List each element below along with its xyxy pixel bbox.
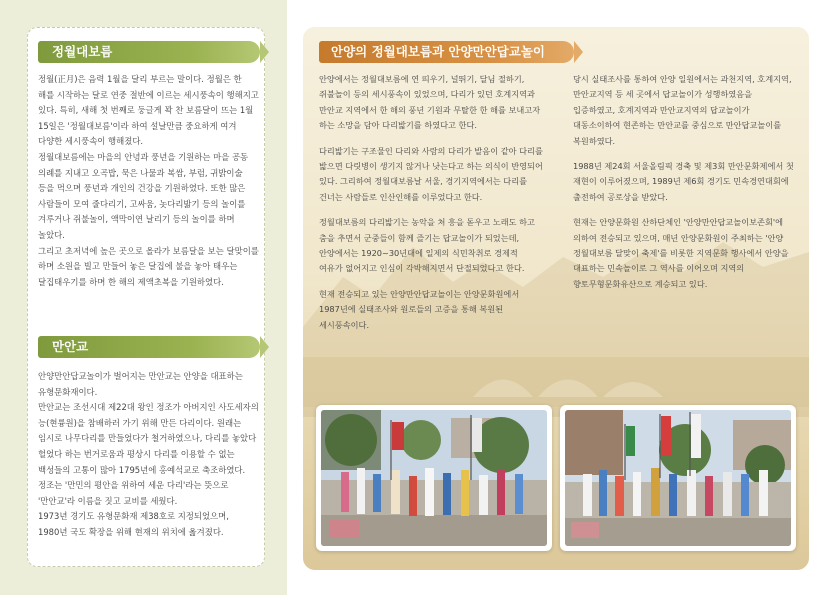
festival-photo-right (560, 405, 796, 551)
parade-photo-illustration (565, 410, 791, 546)
jeongwol-daeboreum-text (38, 72, 260, 290)
text-column-1 (319, 72, 543, 343)
paragraph: 정월대보름에는 마을의 안녕과 풍년을 기원하는 마을 공동 의례를 지내고 오곡밥, 묵은 나물과 복쌈, 부럼, 귀밝이술 등을 먹으며 풍년과 개인의 건강을 기원하였다. 또한 많은 사람들이 모여 줄다리기, 고싸움, 놋다리밟기 등의 놀이를 겨루거나 쥐불놀이, 액막이연 날리기 등의 놀이를 하며 놀았다. (38, 151, 249, 240)
paragraph: 현재 전승되고 있는 안양만안답교놀이는 안양문화원에서 1987년에 실태조사와 원로들의 고증을 통해 복원된 세시풍속이다. (319, 288, 520, 330)
parade-photo-illustration (321, 410, 547, 546)
paragraph: 1988년 제24회 서울올림픽 경축 및 제3회 만안문화제에서 첫 재현이 이루어졌으며, 1989년 제6회 경기도 민속경연대회에 출전하여 공로상을 받았다. (573, 161, 794, 202)
text-column-2 (573, 72, 795, 302)
paragraph: 만안교는 조선시대 제22대 왕인 정조가 아버지인 사도세자의 능(현륭원)을 참배하러 가기 위해 만든 다리이다. 원래는 임시로 나무다리를 만들었다가 철거하였으나, 다리를 놓았다 헐었다 하는 번거로움과 평상시 다리를 이용할 수 없는 백성들의 고통이 많아 1795년에 홍예석교로 축조하였다. (38, 402, 259, 475)
main-title-banner: 안양의 정월대보름과 안양만안답교놀이 (319, 41, 574, 63)
paragraph: 그리고 초저녁에 높은 곳으로 올라가 보름달을 보는 달맞이를 하며 소원을 빌고 만들어 놓은 달집에 불을 놓아 태우는 달집태우기를 하며 한 해의 제액초복을 기원하였다. (38, 245, 259, 287)
paragraph: 안양에서는 정월대보름에 연 띄우기, 널뛰기, 달님 절하기, 쥐불놀이 등의 세시풍속이 있었으며, 다리가 있던 호계지역과 만안교 지역에서 한 해의 풍년 기원과 무탈한 한 해를 보내고자 하는 소망을 담아 다리밟기를 하였다고 한다. (319, 74, 541, 131)
paragraph: 정월대보름의 다리밟기는 농악을 쳐 흥을 돋우고 노래도 하고 춤을 추면서 군중들이 함께 즐기는 답교놀이가 되었는데, 안양에서는 1920~30년대에 일제의 식민착취로 경제적 여유가 없어지고 인심이 각박해지면서 단절되었다고 한다. (319, 217, 535, 274)
paragraph: 다리밟기는 구조물인 다리와 사람의 다리가 발음이 같아 다리를 밟으면 다릿병이 생기지 않거나 낫는다고 하는 의식이 반영되어 있다. 그리하여 정월대보름날 서울, 경기지역에서는 다리를 건너는 사람들로 인산인해를 이루었다고 한다. (319, 145, 543, 202)
section-title-manangyo: 만안교 (38, 336, 260, 358)
manangyo-text (38, 369, 260, 541)
paragraph: 정월(正月)은 음력 1월을 달리 부르는 말이다. 정월은 한 해를 시작하는 달로 연중 절반에 이르는 세시풍속이 행해지고 있다. 특히, 새해 첫 번째로 둥글게 꽉 찬 보름달이 뜨는 1월 15일은 '정월대보름'이라 하여 설날만큼 중요하게 여겨 다양한 세시풍속이 행해졌다. (38, 74, 259, 147)
paragraph: 정조는 '만민의 평안을 위하여 세운 다리'라는 뜻으로 '만안교'라 이름을 짓고 교비를 세웠다. (38, 480, 229, 506)
section-title-jeongwol-daeboreum: 정월대보름 (38, 41, 260, 63)
paragraph: 현재는 안양문화원 산하단체인 '안양만안답교놀이보존회'에 의하여 전승되고 있으며, 매년 안양문화원이 주최하는 '안양 정월대보름 달맞이 축제'를 비롯한 지역문화 행사에서 안양을 대표하는 민속놀이로 그 역사를 이어오며 지역의 향토무형문화유산으로 계승되고 있다. (573, 217, 789, 289)
right-content-panel (303, 27, 809, 570)
paragraph: 당시 실태조사를 통하여 안양 일원에서는 과천지역, 호계지역, 만안교지역 등 세 곳에서 답교놀이가 성행하였음을 입증하였고, 호계지역과 만안교지역의 답교놀이가 대동소이하여 현존하는 만안교를 중심으로 만안답교놀이를 복원하였다. (573, 74, 792, 146)
paragraph: 안양만안답교놀이가 벌어지는 만안교는 안양을 대표하는 유형문화재이다. (38, 371, 243, 397)
festival-photo-left (316, 405, 552, 551)
paragraph: 1973년 경기도 유형문화재 제38호로 지정되었으며, 1980년 국도 확장을 위해 현재의 위치에 옮겨졌다. (38, 511, 229, 537)
